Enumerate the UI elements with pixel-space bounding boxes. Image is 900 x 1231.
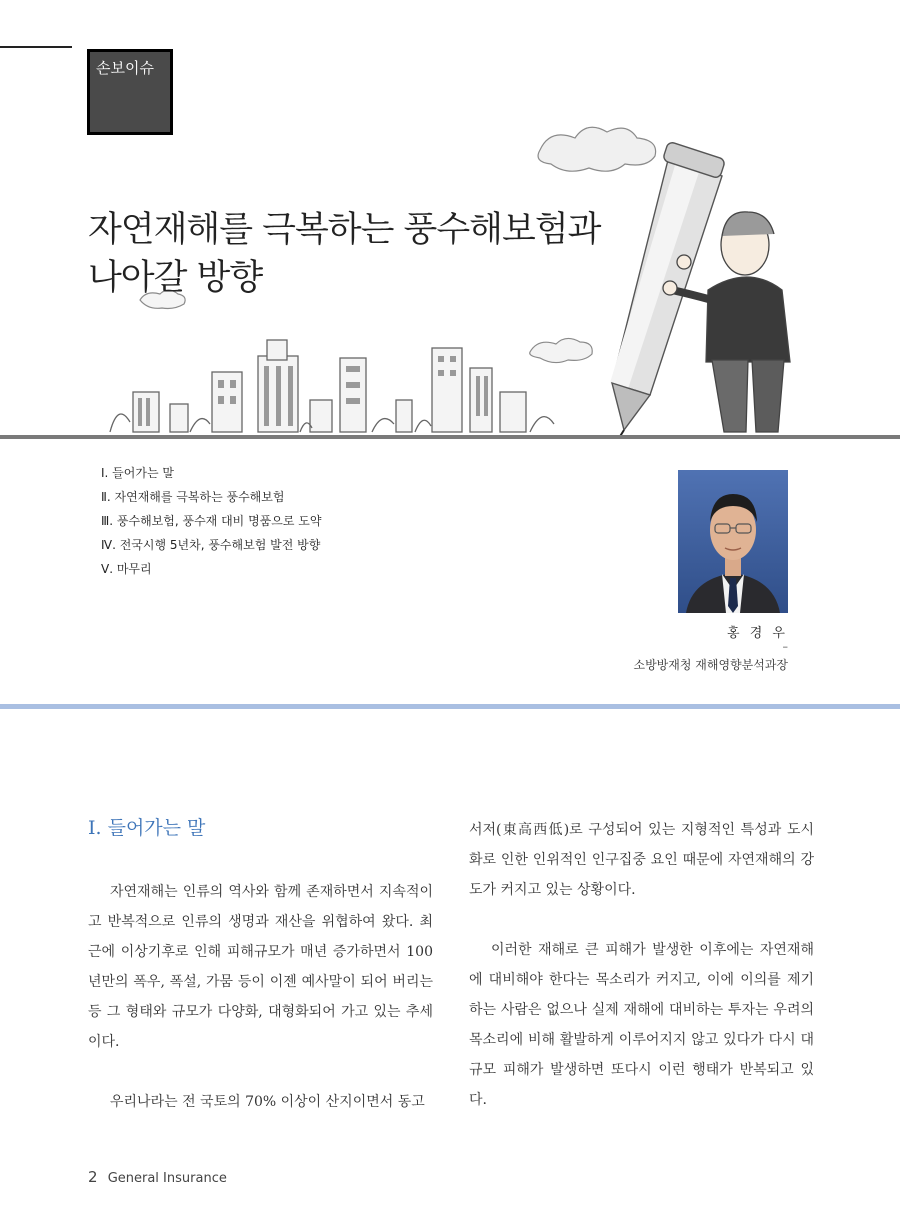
table-of-contents [101,461,321,581]
header-ground-rule [0,435,900,439]
body-paragraph: 우리나라는 전 국토의 70% 이상이 산지이면서 동고 [110,1094,425,1110]
body-paragraph: 서저(東高西低)로 구성되어 있는 지형적인 특성과 도시화로 인한 인위적인 인구집중 요인 때문에 자연재해의 강도가 커지고 있는 상황이다. [469,822,814,898]
section-heading: Ⅰ. 들어가는 말 [88,817,206,839]
section-divider [0,704,900,709]
body-paragraph: 이러한 재해로 큰 피해가 발생한 이후에는 자연재해에 대비해야 한다는 목소리가 커지고, 이에 이의를 제기하는 사람은 없으나 실제 재해에 대비하는 투자는 우려의 목소리에 비해 활발하게 이루어지지 않고 있다가 다시 대규모 피해가 발생하면 또다시 이런 행태가 반복되고 있다. [469,942,814,1108]
page-footer [88,1168,227,1186]
article-title [88,206,600,302]
body-column-left [88,815,433,1117]
toc-item: Ⅴ. 마무리 [101,562,152,576]
toc-item: Ⅰ. 들어가는 말 [101,466,174,480]
body-column-right [469,815,814,1115]
author-affiliation: 소방방재청 재해영향분석과장 [633,658,788,672]
toc-item: Ⅱ. 자연재해를 극복하는 풍수해보험 [101,490,285,504]
author-photo [678,470,788,613]
publication-name: General Insurance [107,1171,227,1186]
body-paragraph: 자연재해는 인류의 역사와 함께 존재하면서 지속적이고 반복적으로 인류의 생명과 재산을 위협하여 왔다. 최근에 이상기후로 인해 피해규모가 매년 증가하면서 100년만의 폭우, 폭설, 가뭄 등이 이젠 예사말이 되어 버리는 등 그 형태와 규모가 다양화, 대형화되어 가고 있는 추세이다. [88,884,433,1050]
toc-item: Ⅳ. 전국시행 5년차, 풍수해보험 발전 방향 [101,538,321,552]
author-name: 홍 경 우 [727,626,788,641]
section-tag: 손보이슈 [87,49,173,135]
title-line-1: 자연재해를 극복하는 풍수해보험과 [88,210,601,250]
page-number: 2 [88,1168,98,1186]
toc-item: Ⅲ. 풍수해보험, 풍수재 대비 명품으로 도약 [101,514,322,528]
author-dash: – [782,640,788,653]
title-line-2: 나아갈 방향 [88,258,263,298]
